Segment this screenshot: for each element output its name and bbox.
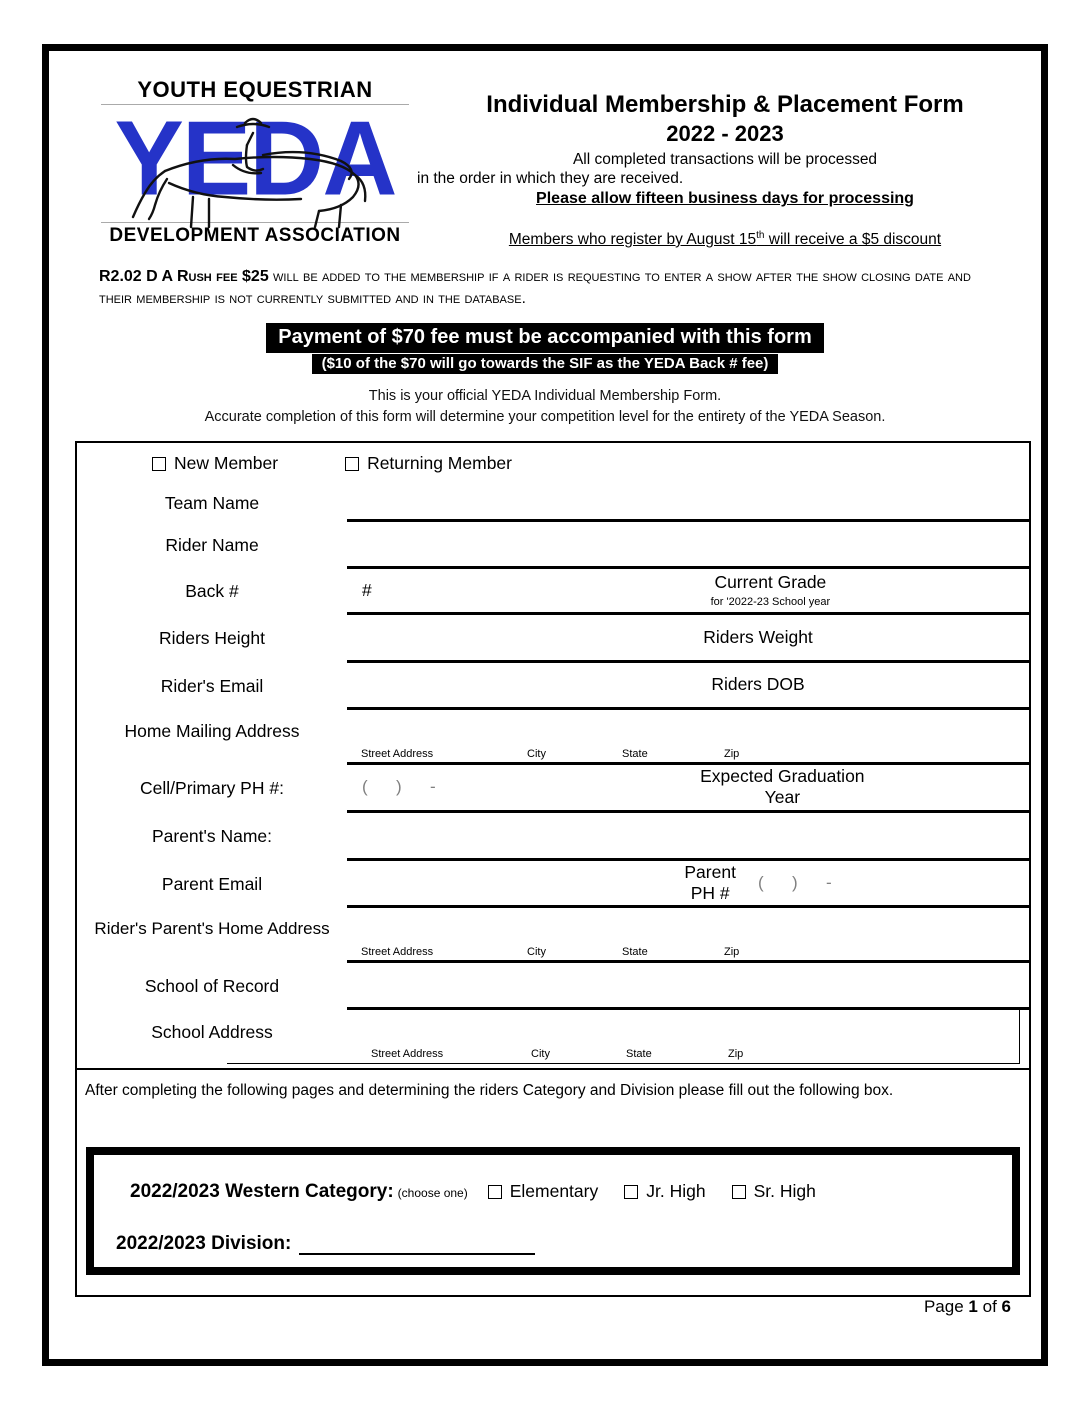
official-line1: This is your official YEDA Individual Membership Form.	[368, 387, 722, 404]
school-address-field[interactable]	[347, 1010, 1029, 1068]
school-address-sublabels: Street Address City State Zip	[371, 1047, 744, 1060]
school-address-row	[77, 1010, 1029, 1068]
category-option-elementary[interactable]: Elementary	[488, 1181, 599, 1202]
returning-member-label: Returning Member	[367, 453, 512, 474]
cell-phone-row	[77, 765, 1029, 813]
rider-dob-field[interactable]	[347, 663, 1029, 710]
rider-name-row	[77, 522, 1029, 569]
logo-top-text: YOUTH EQUESTRIAN	[137, 77, 373, 102]
cell-phone-label: Cell/Primary PH #:	[140, 778, 284, 799]
street-address-sublabel: Street Address	[361, 747, 434, 760]
home-address-sublabels	[347, 748, 739, 760]
team-name-label: Team Name	[164, 492, 260, 513]
parent-email-label: Parent Email	[161, 873, 263, 894]
parent-email-row	[77, 861, 1029, 908]
category-instruction: After completing the following pages and determining the riders Category and Division please fill out the following box.	[85, 1081, 894, 1099]
sr-high-checkbox-icon[interactable]	[732, 1185, 746, 1199]
title-block	[417, 91, 1033, 249]
school-of-record-label: School of Record	[144, 975, 280, 996]
current-grade-header: Current Grade for '2022-23 School year	[710, 572, 831, 609]
category-section-box	[75, 1068, 1031, 1297]
returning-member-option[interactable]	[345, 453, 512, 474]
rider-weight-header: Riders Weight	[703, 626, 813, 647]
division-line	[116, 1233, 535, 1255]
back-number-prefix: #	[362, 579, 372, 600]
back-number-row	[77, 569, 1029, 615]
phone-format-placeholder: ( ) -	[362, 777, 436, 797]
category-option-jr-high[interactable]: Jr. High	[624, 1181, 705, 1202]
school-address-label: School Address	[151, 1022, 273, 1043]
header	[49, 51, 1041, 249]
school-of-record-field[interactable]	[347, 963, 1029, 1010]
rider-height-label: Riders Height	[158, 628, 266, 649]
parent-address-sublabels: Street Address City State Zip	[361, 945, 740, 958]
discount-note: Members who register by August 15th will receive a $5 discount	[508, 230, 942, 249]
logo-bottom-text: DEVELOPMENT ASSOCIATION	[109, 225, 401, 246]
jr-high-checkbox-icon[interactable]	[624, 1185, 638, 1199]
season-subtitle: 2022 - 2023	[666, 121, 784, 146]
home-address-label: Home Mailing Address	[124, 720, 300, 741]
expected-graduation-header: Expected Graduation Year	[700, 766, 865, 808]
parent-phone-field[interactable]	[347, 861, 1029, 908]
rider-email-row	[77, 663, 1029, 710]
city-sublabel: City	[527, 747, 546, 760]
home-address-row	[77, 710, 1029, 765]
category-selection-box	[86, 1147, 1020, 1275]
back-number-field[interactable]	[347, 569, 1029, 615]
rider-name-field[interactable]	[347, 522, 1029, 569]
zip-sublabel: Zip	[724, 747, 740, 760]
parent-address-field[interactable]	[347, 908, 1029, 963]
new-member-checkbox-icon[interactable]	[152, 457, 166, 471]
logo-acronym: YEDA	[114, 99, 396, 219]
elementary-checkbox-icon[interactable]	[488, 1185, 502, 1199]
cell-phone-field[interactable]	[347, 765, 1029, 813]
parent-address-row	[77, 908, 1029, 963]
logo-divider-bottom	[101, 222, 409, 223]
returning-member-checkbox-icon[interactable]	[345, 457, 359, 471]
division-blank-field[interactable]	[299, 1233, 535, 1255]
parent-name-field[interactable]	[347, 813, 1029, 861]
rider-email-label: Rider's Email	[160, 675, 264, 696]
member-type-row	[77, 443, 1029, 485]
rider-name-label: Rider Name	[165, 534, 259, 555]
parent-ph-header: Parent PH #	[684, 861, 736, 903]
back-number-label: Back #	[185, 581, 239, 602]
yeda-logo	[97, 77, 413, 247]
rider-weight-field[interactable]	[347, 615, 1029, 663]
official-line2: Accurate completion of this form will determine your competition level for the entirety of the YEDA Season.	[204, 408, 886, 425]
parent-name-row	[77, 813, 1029, 861]
processing-note-line2: in the order in which they are received.	[417, 170, 684, 187]
processing-note-line1: All completed transactions will be processed	[572, 151, 878, 168]
parent-address-label: Rider's Parent's Home Address	[94, 919, 330, 939]
processing-note-line3: Please allow fifteen business days for processing	[536, 190, 914, 207]
payment-bar-sub: ($10 of the $70 will go towards the SIF as the YEDA Back # fee)	[312, 354, 779, 374]
choose-one-hint: (choose one)	[397, 1185, 468, 1200]
official-note	[49, 386, 1041, 428]
team-name-row	[77, 485, 1029, 522]
home-address-field[interactable]	[347, 710, 1029, 765]
rider-height-row	[77, 615, 1029, 663]
page-number: Page 1 of 6	[923, 1297, 1011, 1316]
new-member-label: New Member	[174, 453, 279, 474]
parent-name-label: Parent's Name:	[151, 826, 273, 847]
new-member-option[interactable]	[152, 453, 278, 474]
rider-dob-header: Riders DOB	[711, 674, 805, 695]
team-name-field[interactable]	[347, 485, 1029, 522]
division-label: 2022/2023 Division:	[116, 1232, 292, 1254]
payment-bar-main: Payment of $70 fee must be accompanied with this form	[266, 323, 823, 353]
state-sublabel: State	[622, 747, 648, 760]
rush-fee-note: R2.02 D A Rush fee $25 will be added to the membership if a rider is requesting to enter a show after the show closing date and their membership is not currently submitted and in the database.	[99, 268, 971, 308]
current-grade-caption: for '2022-23 School year	[710, 596, 831, 609]
membership-form-box	[75, 441, 1031, 1070]
parent-phone-format-placeholder: ( ) -	[757, 872, 832, 892]
western-category-label: 2022/2023 Western Category:	[130, 1180, 394, 1202]
page-title: Individual Membership & Placement Form	[486, 91, 964, 118]
payment-notice	[49, 323, 1041, 374]
category-option-sr-high[interactable]: Sr. High	[732, 1181, 816, 1202]
school-of-record-row	[77, 963, 1029, 1010]
western-category-line	[130, 1181, 816, 1203]
page-border	[42, 44, 1048, 1366]
